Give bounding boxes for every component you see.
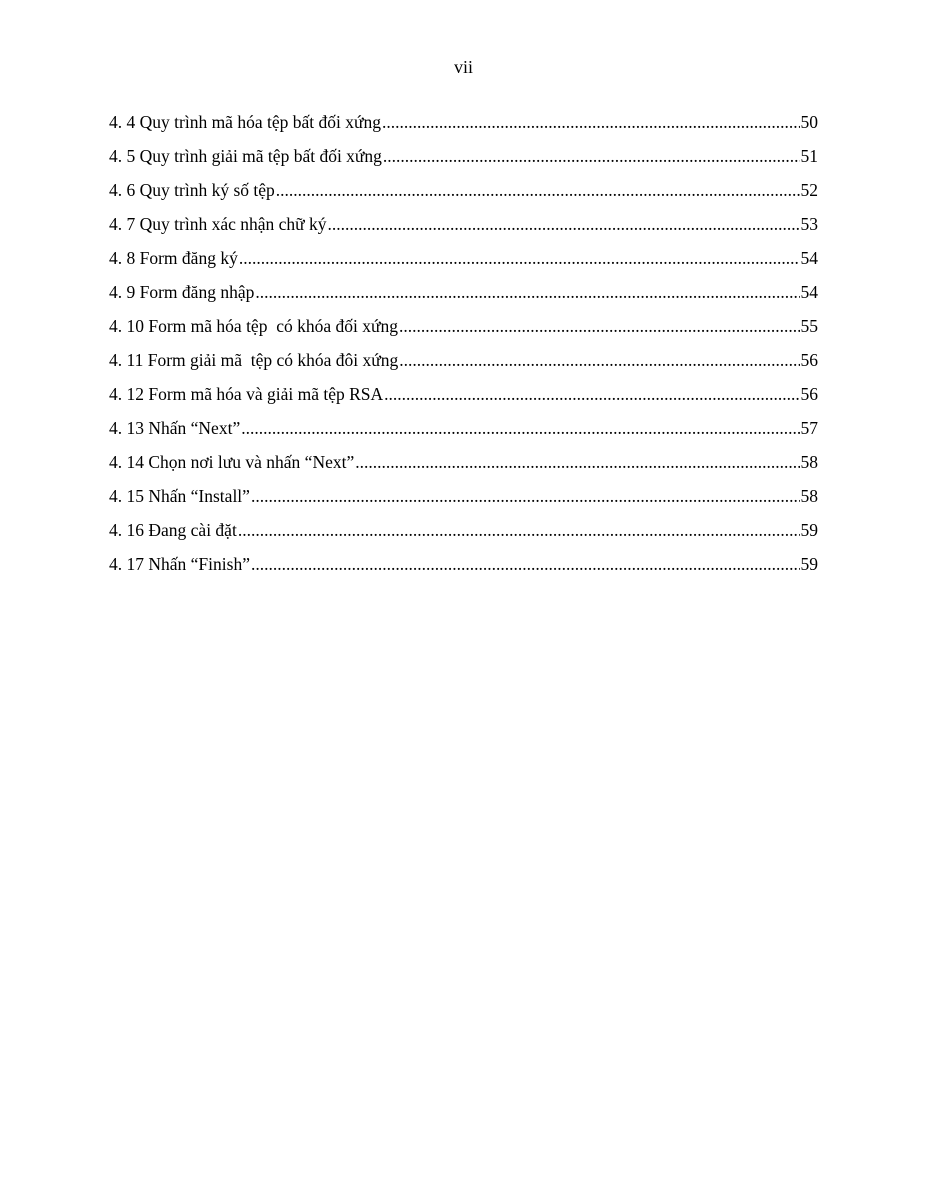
toc-entry-title: 4. 17 Nhấn “Finish” bbox=[109, 554, 250, 574]
toc-entry[interactable] bbox=[109, 212, 818, 246]
toc-entry-page: 59 bbox=[800, 520, 818, 540]
toc-entry-page: 56 bbox=[800, 350, 818, 370]
toc-entry[interactable] bbox=[109, 178, 818, 212]
toc-dot-leader bbox=[384, 382, 799, 406]
toc-dot-leader bbox=[276, 178, 800, 202]
toc-dot-leader bbox=[383, 144, 800, 168]
toc-entry-title: 4. 7 Quy trình xác nhận chữ ký bbox=[109, 214, 327, 234]
toc-entry[interactable] bbox=[109, 144, 818, 178]
toc-entry[interactable] bbox=[109, 382, 818, 416]
toc-dot-leader bbox=[328, 212, 800, 236]
toc-entry[interactable] bbox=[109, 518, 818, 552]
toc-entry-title: 4. 8 Form đăng ký bbox=[109, 248, 238, 268]
toc-entry-page: 53 bbox=[800, 214, 818, 234]
toc-entry[interactable] bbox=[109, 348, 818, 382]
toc-dot-leader bbox=[239, 246, 800, 270]
toc-dot-leader bbox=[251, 484, 800, 508]
toc-entry-title: 4. 11 Form giải mã tệp có khóa đôi xứng bbox=[109, 350, 399, 370]
toc-dot-leader bbox=[355, 450, 799, 474]
toc-entry[interactable] bbox=[109, 416, 818, 450]
toc-entry-page: 55 bbox=[800, 316, 818, 336]
toc-entry-title: 4. 10 Form mã hóa tệp có khóa đối xứng bbox=[109, 316, 398, 336]
table-of-figures bbox=[109, 110, 818, 586]
toc-entry-title: 4. 4 Quy trình mã hóa tệp bất đối xứng bbox=[109, 112, 381, 132]
toc-dot-leader bbox=[251, 552, 800, 576]
toc-entry-title: 4. 13 Nhấn “Next” bbox=[109, 418, 241, 438]
toc-entry[interactable] bbox=[109, 484, 818, 518]
toc-dot-leader bbox=[241, 416, 799, 440]
toc-entry-page: 54 bbox=[800, 248, 818, 268]
toc-entry-page: 56 bbox=[800, 384, 818, 404]
toc-entry-title: 4. 12 Form mã hóa và giải mã tệp RSA bbox=[109, 384, 384, 404]
toc-entry-page: 51 bbox=[800, 146, 818, 166]
toc-entry-title: 4. 14 Chọn nơi lưu và nhấn “Next” bbox=[109, 452, 355, 472]
toc-entry-title: 4. 9 Form đăng nhập bbox=[109, 282, 255, 302]
toc-dot-leader bbox=[238, 518, 800, 542]
page-number: vii bbox=[453, 57, 473, 77]
toc-entry-title: 4. 6 Quy trình ký số tệp bbox=[109, 180, 275, 200]
toc-entry[interactable] bbox=[109, 450, 818, 484]
toc-dot-leader bbox=[382, 110, 800, 134]
toc-dot-leader bbox=[255, 280, 799, 304]
toc-entry-title: 4. 15 Nhấn “Install” bbox=[109, 486, 250, 506]
toc-dot-leader bbox=[399, 348, 799, 372]
toc-entry-page: 58 bbox=[800, 452, 818, 472]
toc-entry-title: 4. 16 Đang cài đặt bbox=[109, 520, 237, 540]
toc-entry-page: 52 bbox=[800, 180, 818, 200]
toc-dot-leader bbox=[399, 314, 800, 338]
toc-entry-page: 50 bbox=[800, 112, 818, 132]
toc-entry-title: 4. 5 Quy trình giải mã tệp bất đối xứng bbox=[109, 146, 382, 166]
toc-entry-page: 54 bbox=[800, 282, 818, 302]
toc-entry[interactable] bbox=[109, 552, 818, 586]
toc-entry[interactable] bbox=[109, 314, 818, 348]
toc-entry-page: 58 bbox=[800, 486, 818, 506]
toc-entry[interactable] bbox=[109, 280, 818, 314]
toc-entry[interactable] bbox=[109, 110, 818, 144]
toc-entry-page: 59 bbox=[800, 554, 818, 574]
toc-entry[interactable] bbox=[109, 246, 818, 280]
toc-entry-page: 57 bbox=[800, 418, 818, 438]
